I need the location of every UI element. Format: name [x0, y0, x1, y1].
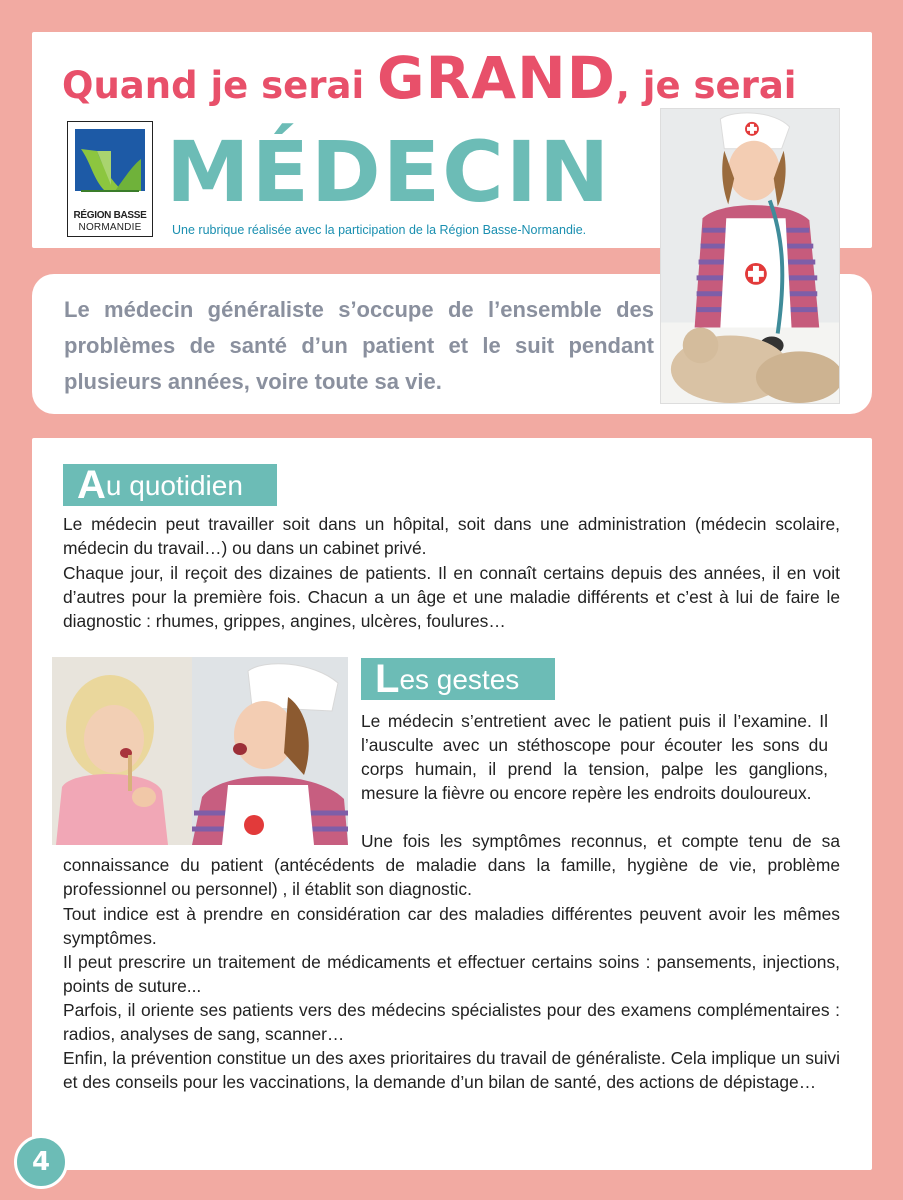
photo-children-playing-doctor	[52, 657, 348, 845]
section-title-rest: u quotidien	[105, 470, 243, 501]
section-title-rest: es gestes	[399, 664, 520, 695]
paragraph: Le médecin s’entretient avec le patient puis il l’examine. Il l’ausculte avec un stéthoscope pour écouter les sons du corps humain, il prend la tension, palpe les ganglions, mesure la fièvre ou encore repère les endroits douloureux.	[361, 711, 828, 804]
paragraph-wrapper	[63, 829, 840, 901]
page-number-badge: 4	[14, 1135, 68, 1189]
paragraph: Le médecin peut travailler soit dans un hôpital, soit dans une administration (médecin scolaire, médecin du travail…) ou dans un cabinet privé.	[63, 514, 840, 559]
logo-text-region: RÉGION BASSE	[73, 210, 147, 221]
paragraph: Tout indice est à prendre en considération car des maladies différentes peuvent avoir les mêmes symptômes.	[63, 904, 840, 949]
headline-part3: , je serai	[615, 64, 797, 107]
section-title-initial: A	[77, 463, 106, 507]
headline-part1: Quand je serai	[62, 64, 378, 107]
section-title-initial: L	[375, 657, 400, 701]
region-logo-icon	[75, 129, 145, 207]
intro-text: Le médecin généraliste s’occupe de l’ensemble des problèmes de santé d’un patient et le suit pendant plusieurs années, voire toute sa vie.	[64, 297, 654, 394]
photo-child-doctor	[660, 108, 840, 404]
credit-line: Une rubrique réalisée avec la participation de la Région Basse-Normandie.	[172, 223, 587, 237]
paragraph: Enfin, la prévention constitue un des axes prioritaires du travail de généraliste. Cela implique un suivi et des conseils pour les vaccinations, la demande d’un bilan de santé, des actions de dépistage…	[63, 1048, 840, 1093]
region-logo	[67, 121, 153, 237]
section-title-gestes	[361, 658, 555, 700]
paragraph: Il peut prescrire un traitement de médicaments et effectuer certains soins : pansements, injections, points de suture...	[63, 952, 840, 997]
headline	[62, 44, 842, 112]
page-title: MÉDECIN	[166, 123, 612, 221]
paragraph: Chaque jour, il reçoit des dizaines de patients. Il en connaît certains depuis des années, il en voit d’autres pour la première fois. Chacun a un âge et une maladie différents et c’est à lui de faire le diagnostic : rhumes, grippes, angines, ulcères, foulures…	[63, 563, 840, 632]
headline-grand: GRAND	[377, 44, 616, 112]
paragraph: Parfois, il oriente ses patients vers des médecins spécialistes pour des examens complémentaires : radios, analyses de sang, scanner…	[63, 1000, 840, 1045]
paragraph: Une fois les symptômes reconnus, et compte tenu de sa connaissance du patient (antécédents de maladie dans la famille, hygiène de vie, problème professionnel ou personnel) , il établit son diagnostic.	[63, 831, 840, 900]
section-title-quotidien	[63, 464, 277, 506]
logo-text-normandie: NORMANDIE	[78, 222, 142, 233]
